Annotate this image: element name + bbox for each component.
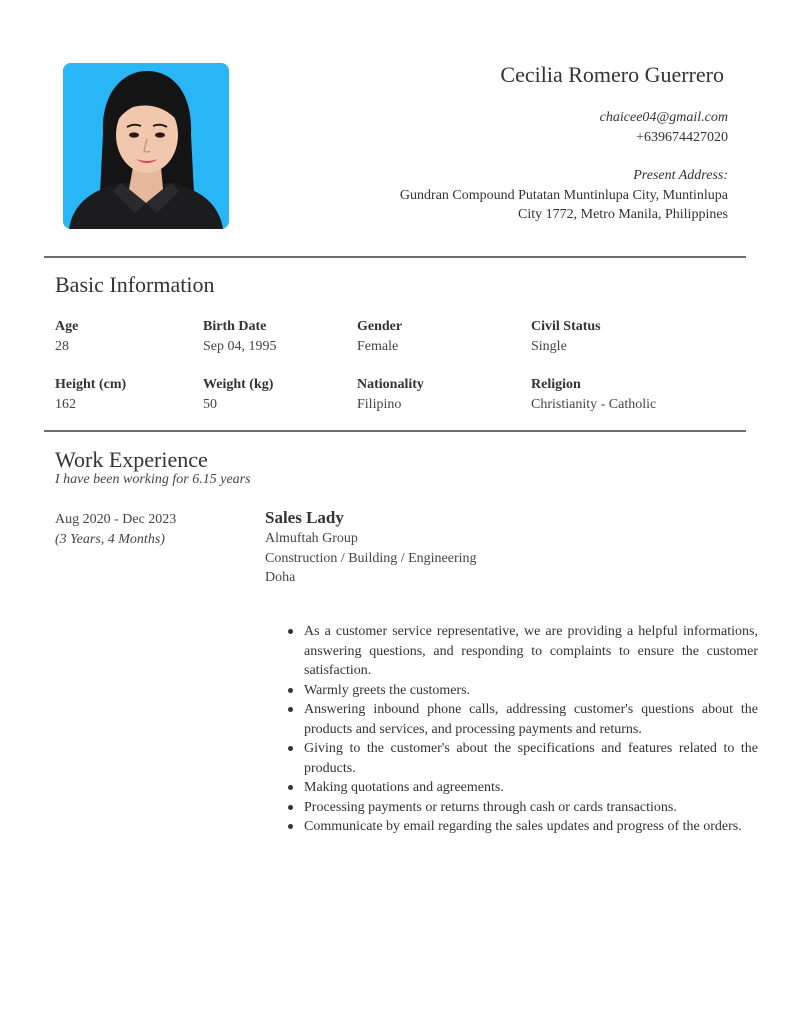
list-item <box>304 778 758 798</box>
info-value: Female <box>357 338 399 354</box>
email-link[interactable]: chaicee04@gmail.com <box>599 110 728 125</box>
bullet-icon <box>288 707 293 712</box>
basic-info-title: Basic Information <box>55 272 215 297</box>
bullet-icon <box>288 746 293 751</box>
section-divider <box>44 256 746 258</box>
job-duties-list <box>284 622 758 837</box>
info-value: Single <box>531 338 567 354</box>
duty-text: Making quotations and agreements. <box>304 780 504 795</box>
job-date-range: Aug 2020 - Dec 2023 <box>55 512 177 527</box>
profile-photo <box>63 63 229 229</box>
duty-text: As a customer service representative, we are providing a helpful informations, answering questions, and responding to complaints to ensure the customer satisfaction. <box>304 624 758 678</box>
job-details <box>265 507 477 588</box>
list-item <box>304 700 758 739</box>
info-age <box>55 317 78 356</box>
duty-text: Communicate by email regarding the sales updates and progress of the orders. <box>304 819 742 834</box>
phone-number: +639674427020 <box>636 129 728 145</box>
bullet-icon <box>288 805 293 810</box>
contact-block <box>308 108 728 225</box>
list-item <box>304 681 758 701</box>
info-birth-date <box>203 317 277 356</box>
info-height <box>55 375 126 414</box>
info-label: Height (cm) <box>55 377 127 392</box>
job-duration: (3 Years, 4 Months) <box>55 531 165 547</box>
duty-text: Answering inbound phone calls, addressing customer's questions about the products and services, and processing payments and returns. <box>304 702 758 737</box>
info-nationality <box>357 375 424 414</box>
bullet-icon <box>288 824 293 829</box>
work-experience-title: Work Experience <box>55 447 208 472</box>
list-item <box>304 798 758 818</box>
list-item <box>304 739 758 778</box>
info-label: Religion <box>531 377 581 392</box>
work-experience-summary: I have been working for 6.15 years <box>55 472 251 487</box>
list-item <box>304 622 758 681</box>
job-company: Almuftah Group <box>265 531 358 546</box>
info-label: Age <box>55 319 79 334</box>
info-label: Birth Date <box>203 319 267 334</box>
info-label: Civil Status <box>531 319 601 334</box>
info-weight <box>203 375 273 414</box>
section-divider <box>44 430 746 432</box>
duty-text: Warmly greets the customers. <box>304 682 471 698</box>
job-location: Doha <box>265 570 296 585</box>
address-line-1: Gundran Compound Putatan Muntinlupa City, Muntinlupa <box>399 187 728 203</box>
info-value: Sep 04, 1995 <box>203 338 277 354</box>
job-dates <box>55 510 176 549</box>
info-civil-status <box>531 317 601 356</box>
job-position: Sales Lady <box>265 508 344 527</box>
duty-text: Giving to the customer's about the specifications and features related to the products. <box>304 741 758 776</box>
bullet-icon <box>288 688 293 693</box>
info-value: Filipino <box>357 396 402 412</box>
bullet-icon <box>288 629 293 634</box>
address-label: Present Address: <box>633 168 728 183</box>
duty-text: Processing payments or returns through cash or cards transactions. <box>304 799 677 815</box>
info-label: Gender <box>357 319 403 334</box>
info-religion <box>531 375 656 414</box>
job-industry: Construction / Building / Engineering <box>265 550 477 566</box>
info-label: Nationality <box>357 377 424 392</box>
info-label: Weight (kg) <box>203 377 274 392</box>
info-value: Christianity - Catholic <box>531 396 657 412</box>
info-gender <box>357 317 402 356</box>
bullet-icon <box>288 785 293 790</box>
info-value: 162 <box>55 396 76 412</box>
info-value: 28 <box>55 338 69 354</box>
address-line-2: City 1772, Metro Manila, Philippines <box>518 207 728 222</box>
profile-photo-icon <box>63 63 229 229</box>
candidate-name: Cecilia Romero Guerrero <box>500 62 724 87</box>
list-item <box>304 817 758 837</box>
info-value: 50 <box>203 396 217 412</box>
